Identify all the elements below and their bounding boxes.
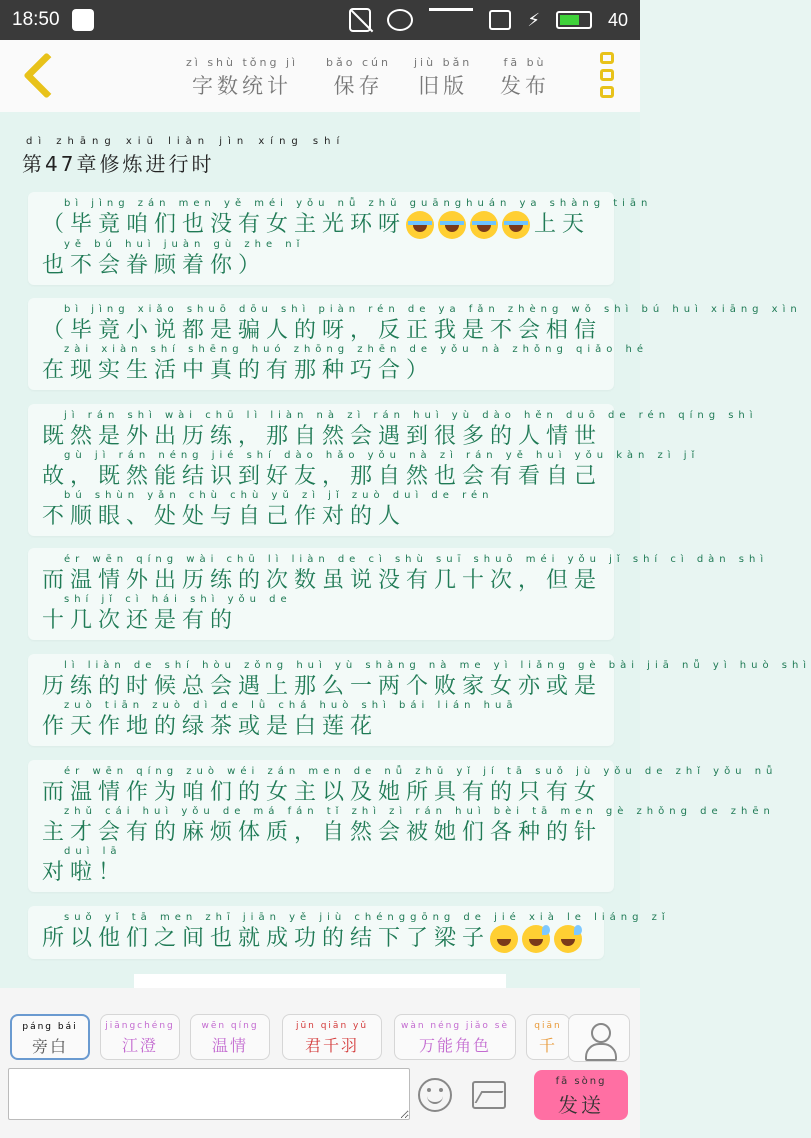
line-text: 不顺眼、处处与自己作对的人 (42, 504, 407, 529)
chip-label: 万能角色 (418, 1036, 491, 1055)
publish-pinyin: fā bù (503, 56, 547, 69)
publish-button[interactable] (500, 56, 550, 100)
chapter-text: 第47章修炼进行时 (22, 152, 215, 176)
editor-content[interactable] (0, 112, 811, 988)
composer (0, 988, 640, 1138)
top-toolbar (0, 40, 640, 112)
word-count-label: 字数统计 (192, 74, 293, 98)
chip-pinyin: wēn qíng (201, 1021, 259, 1031)
chip-jiangcheng[interactable] (100, 1014, 180, 1060)
image-icon[interactable] (472, 1081, 506, 1109)
laugh-cry-emoji-icon (406, 211, 434, 239)
paragraph-bubble[interactable] (28, 298, 802, 390)
line-pinyin: gù jì rán néng jié shí dào hǎo yǒu nà zì rán yě huì yǒu kàn zì jǐ (64, 450, 700, 461)
chip-pinyin: wàn néng jiǎo sè (400, 1021, 510, 1031)
publish-label: 发布 (500, 74, 550, 98)
line-pinyin: zhǔ cái huì yǒu de má fán tǐ zhì zì rán huì bèi tā men gè zhǒng de zhēn (64, 806, 775, 817)
charging-icon: ⚡ (527, 9, 540, 31)
alarm-icon (387, 9, 413, 31)
back-icon[interactable] (16, 51, 56, 101)
status-time: 18:50 (12, 9, 60, 30)
save-pinyin: bǎo cún (326, 56, 391, 69)
qq-notification-icon (72, 9, 94, 31)
line-pinyin: suǒ yǐ tā men zhī jiān yě jiù chénggōng de jié xià le liáng zǐ (64, 912, 670, 923)
menu-icon[interactable] (600, 52, 614, 98)
chip-label: 温情 (211, 1036, 248, 1055)
battery-icon (556, 11, 592, 29)
role-chips (0, 988, 640, 1056)
paragraph-bubble[interactable] (28, 760, 778, 892)
line-text: 也不会眷顾着你） (42, 253, 267, 278)
line-text: 十几次还是有的 (42, 608, 239, 633)
message-input[interactable] (8, 1068, 410, 1120)
sweat-emoji-icon (554, 925, 582, 953)
word-count-pinyin: zì shù tǒng jì (186, 56, 299, 69)
laugh-cry-emoji-icon (438, 211, 466, 239)
line-pinyin: duì lā (64, 846, 122, 857)
old-version-pinyin: jiù bǎn (414, 56, 473, 69)
chip-pinyin: páng bái (22, 1022, 78, 1032)
send-pinyin: fā sòng (555, 1076, 607, 1087)
save-label: 保存 (333, 74, 384, 98)
line-text: （毕竟咱们也没有女主光环呀 上天 (42, 212, 591, 237)
line-pinyin: ér wēn qíng zuò wéi zán men de nǚ zhǔ yǐ jí tā suǒ jù yǒu de zhǐ yǒu nǚ (64, 766, 778, 777)
line-pinyin: ér wēn qíng wài chū lì liàn de cì shù suī shuō méi yǒu jǐ shí cì dàn shì (64, 554, 769, 565)
line-text: 对啦！ (42, 860, 127, 885)
sweat-emoji-icon (522, 925, 550, 953)
line-text: 既然是外出历练，那自然会遇到很多的人情世 (42, 424, 603, 449)
line-text: 所以他们之间也就成功的结下了梁子 (42, 925, 590, 953)
line-text: 在现实生活中真的有那种巧合） (42, 358, 435, 383)
line-pinyin: shí jǐ cì hái shì yǒu de (64, 594, 292, 605)
chip-pinyin: qiān (534, 1021, 562, 1031)
send-label: 发送 (558, 1093, 604, 1117)
paragraph-bubble[interactable] (28, 906, 670, 959)
paragraph-bubble[interactable] (28, 404, 758, 536)
line-pinyin: jì rán shì wài chū lì liàn nà zì rán huì yù dào hěn duō de rén qíng shì (64, 410, 758, 421)
line-pinyin: zài xiàn shí shēng huó zhōng zhēn de yǒu nà zhǒng qiǎo hé (64, 344, 649, 355)
chip-narrator[interactable] (10, 1014, 90, 1060)
status-bar (0, 0, 640, 40)
line-pinyin: bú shùn yǎn chù chù yǔ zì jǐ zuò duì de rén (64, 490, 494, 501)
chip-label: 君千羽 (304, 1036, 359, 1055)
chip-junqianyu[interactable] (282, 1014, 382, 1060)
chapter-title (22, 136, 345, 177)
line-text: 故，既然能结识到好友，那自然也会有看自己 (42, 464, 603, 489)
line-text: （毕竟小说都是骗人的呀，反正我是不会相信 (42, 318, 603, 343)
grin-emoji-icon (490, 925, 518, 953)
laugh-cry-emoji-icon (470, 211, 498, 239)
laugh-cry-emoji-icon (502, 211, 530, 239)
mute-icon (349, 8, 371, 32)
music-notes-icon (429, 8, 473, 32)
chapter-pinyin: dì zhāng xiū liàn jìn xíng shí (26, 136, 346, 147)
paragraph-bubble[interactable] (28, 548, 769, 640)
chip-universal-role[interactable] (394, 1014, 516, 1060)
emoji-icon[interactable] (418, 1078, 452, 1112)
line-pinyin: bì jìng zán men yě méi yǒu nǚ zhǔ guānghuán ya shàng tiān (64, 198, 653, 209)
battery-level: 40 (607, 9, 628, 30)
line-pinyin: bì jìng xiǎo shuō dōu shì piàn rén de ya fǎn zhèng wǒ shì bú huì xiāng xìn (64, 304, 802, 315)
chip-pinyin: jūn qiān yǔ (295, 1021, 369, 1031)
old-version-button[interactable] (414, 56, 472, 100)
send-button[interactable] (534, 1070, 628, 1120)
status-icons (349, 8, 628, 32)
line-text: 而温情外出历练的次数虽说没有几十次，但是 (42, 568, 603, 593)
chip-label: 江澄 (121, 1036, 158, 1055)
line-text: 而温情作为咱们的女主以及她所具有的只有女 (42, 780, 603, 805)
line-pinyin: zuò tiān zuò dì de lǜ chá huò shì bái lián huā (64, 700, 518, 711)
user-icon[interactable] (568, 1014, 630, 1062)
chip-label: 旁白 (31, 1037, 68, 1056)
chip-wenqing[interactable] (190, 1014, 270, 1060)
paragraph-bubble[interactable] (28, 192, 653, 285)
sim-icon (489, 10, 511, 30)
chip-pinyin: jiāngchéng (105, 1021, 175, 1031)
paragraph-bubble[interactable] (28, 654, 811, 746)
chip-label: 千 (538, 1036, 557, 1055)
line-text: 作天作地的绿茶或是白莲花 (42, 714, 379, 739)
old-version-label: 旧版 (418, 74, 469, 98)
line-pinyin: yě bú huì juàn gù zhe nǐ (64, 239, 305, 250)
line-text: 历练的时候总会遇上那么一两个败家女亦或是 (42, 674, 603, 699)
divider (134, 974, 506, 988)
line-text: 主才会有的麻烦体质，自然会被她们各种的针 (42, 820, 603, 845)
chip-qian[interactable] (526, 1014, 570, 1060)
line-pinyin: lì liàn de shí hòu zǒng huì yù shàng nà me yì liǎng gè bài jiā nǚ yì huò shì (64, 660, 811, 671)
word-count-button[interactable] (186, 56, 298, 100)
save-button[interactable] (326, 56, 391, 100)
